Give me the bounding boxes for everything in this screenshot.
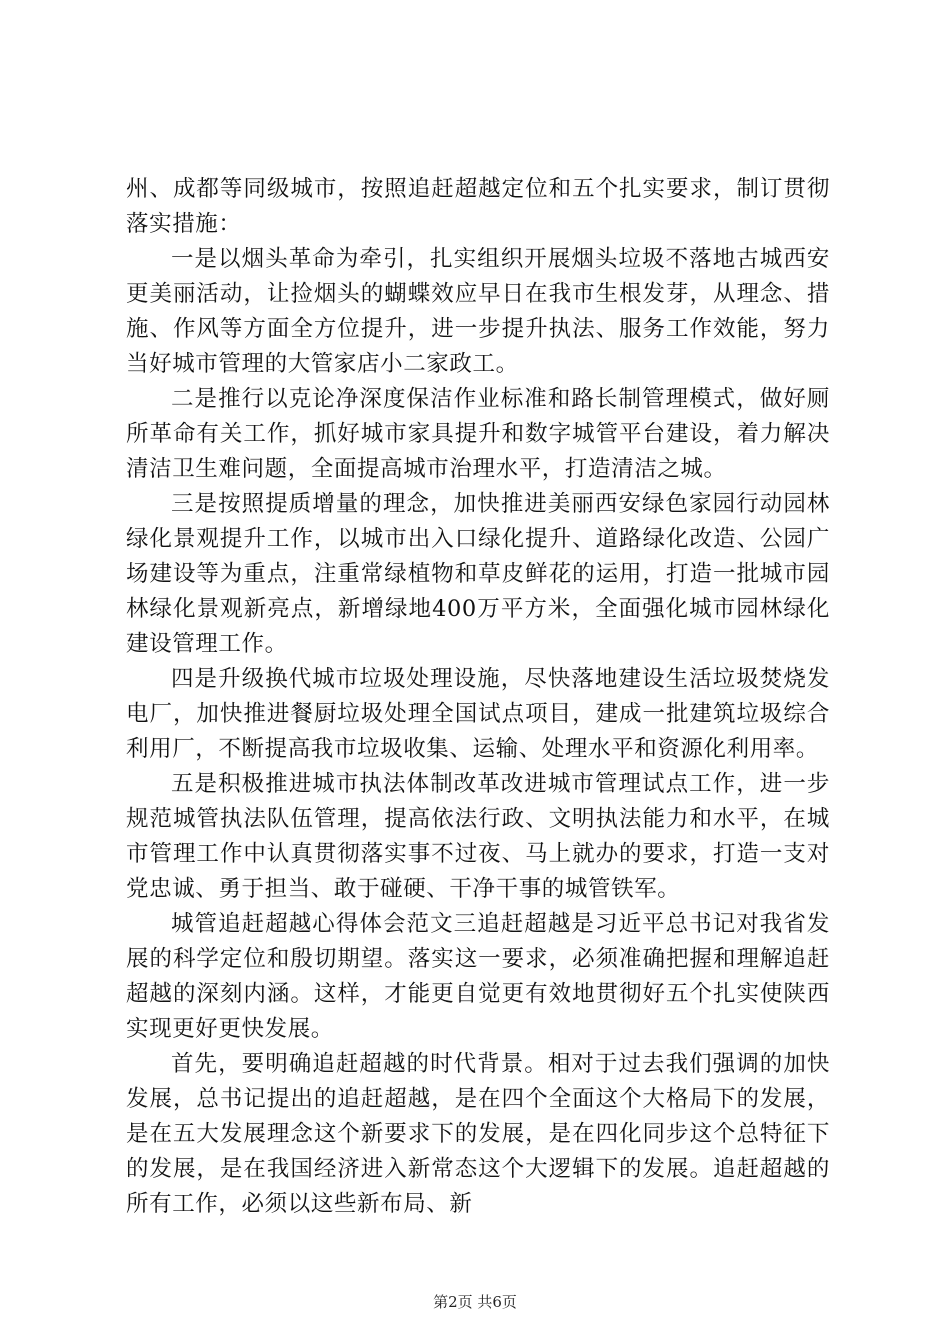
- document-body: [126, 172, 830, 1222]
- paragraph: 城管追赶超越心得体会范文三追赶超越是习近平总书记对我省发展的科学定位和殷切期望。落实这一要求，必须准确把握和理解追赶超越的深刻内涵。这样，才能更自觉更有效地贯彻好五个扎实使陕西实现更好更快发展。: [126, 911, 830, 1042]
- paragraph: 二是推行以克论净深度保洁作业标准和路长制管理模式，做好厕所革命有关工作，抓好城市家具提升和数字城管平台建设，着力解决清洁卫生难问题，全面提高城市治理水平，打造清洁之城。: [126, 386, 830, 482]
- paragraph: 四是升级换代城市垃圾处理设施，尽快落地建设生活垃圾焚烧发电厂，加快推进餐厨垃圾处理全国试点项目，建成一批建筑垃圾综合利用厂，不断提高我市垃圾收集、运输、处理水平和资源化利用率。: [126, 666, 830, 762]
- page-footer: 第2页 共6页: [433, 1293, 517, 1311]
- paragraph: 三是按照提质增量的理念，加快推进美丽西安绿色家园行动园林绿化景观提升工作，以城市出入口绿化提升、道路绿化改造、公园广场建设等为重点，注重常绿植物和草皮鲜花的运用，打造一批城市园林绿化景观新亮点，新增绿地400万平方米，全面强化城市园林绿化建设管理工作。: [126, 491, 830, 657]
- paragraph: 五是积极推进城市执法体制改革改进城市管理试点工作，进一步规范城管执法队伍管理，提高依法行政、文明执法能力和水平，在城市管理工作中认真贯彻落实事不过夜、马上就办的要求，打造一支对党忠诚、勇于担当、敢于碰硬、干净干事的城管铁军。: [126, 771, 830, 902]
- paragraph: 首先，要明确追赶超越的时代背景。相对于过去我们强调的加快发展，总书记提出的追赶超越，是在四个全面这个大格局下的发展，是在五大发展理念这个新要求下的发展，是在四化同步这个总特征下的发展，是在我国经济进入新常态这个大逻辑下的发展。追赶超越的所有工作，必须以这些新布局、新: [126, 1051, 830, 1217]
- paragraph: 州、成都等同级城市，按照追赶超越定位和五个扎实要求，制订贯彻落实措施：: [126, 176, 830, 237]
- paragraph: 一是以烟头革命为牵引，扎实组织开展烟头垃圾不落地古城西安更美丽活动，让捡烟头的蝴蝶效应早日在我市生根发芽，从理念、措施、作风等方面全方位提升，进一步提升执法、服务工作效能，努力当好城市管理的大管家店小二家政工。: [126, 246, 830, 377]
